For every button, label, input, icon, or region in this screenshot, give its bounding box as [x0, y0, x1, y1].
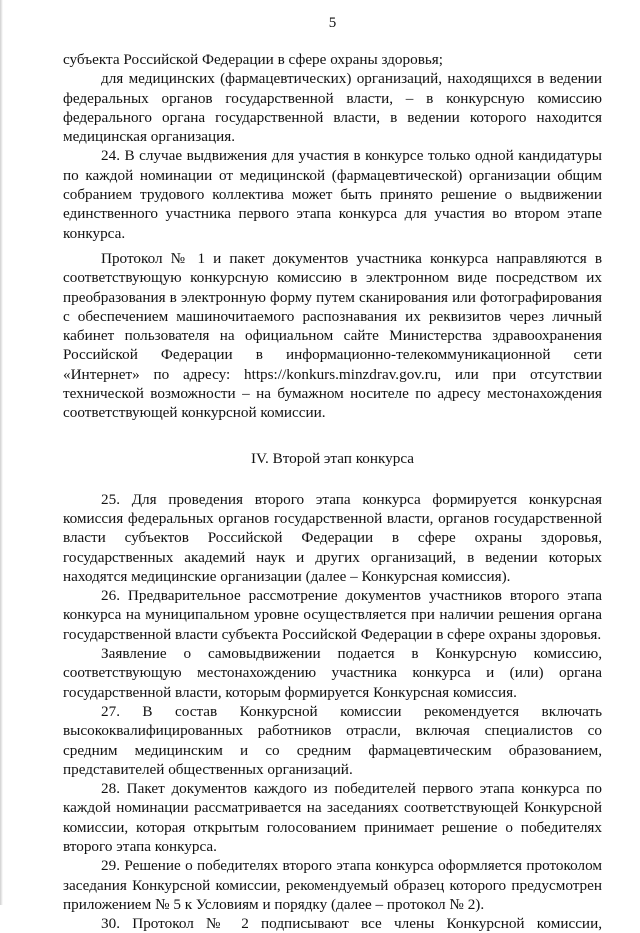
section-title: IV. Второй этап конкурса [250, 449, 415, 467]
paragraph-30: 30. Протокол № 2 подписывают все члены Конкурсной комиссии, [101, 915, 602, 933]
page-number: 5 [328, 15, 337, 31]
paragraph-protocol-1: Протокол № 1 и пакет документов участника конкурса направляются в соответствующую конкурсную комиссию в электронном виде посредством их преобразования в электронную форму путем сканирования или фотографирования с обеспечением машиночитаемого распознавания их реквизитов через личный кабинет пользователя на официальном сайте Министерства здравоохранения Российской Федерации в информационно-телекоммуникационной сети «Интернет» по адресу: https://konkurs.minzdrav.gov.ru, или при отсутствии технической возможности – на бумажном носителе по адресу местонахождения соответствующей конкурсной комиссии. [63, 249, 602, 422]
paragraph-26: 26. Предварительное рассмотрение документов участников второго этапа конкурса на муниципальном уровне осуществляется при наличии решения органа государственной власти субъекта Российской Федерации в сфере охраны здоровья. [63, 587, 602, 643]
paragraph-29: 29. Решение о победителях второго этапа конкурса оформляется протоколом заседания Конкурсной комиссии, рекомендуемый образец которого предусмотрен приложением № 5 к Условиям и порядку (далее – протокол № 2). [63, 857, 602, 913]
paragraph-28: 28. Пакет документов каждого из победителей первого этапа конкурса по каждой номинации рассматривается на заседаниях соответствующей Конкурсной комиссии, которая открытым голосованием принимает решение о победителях второго этапа конкурса. [63, 780, 602, 855]
paragraph-federal-organizations: для медицинских (фармацевтических) организаций, находящихся в ведении федеральных органов государственной власти, – в конкурсную комиссию федерального органа государственной власти, в ведении которого находится медицинская организация. [63, 70, 602, 146]
paragraph-24: 24. В случае выдвижения для участия в конкурсе только одной кандидатуры по каждой номинации от медицинской (фармацевтической) организации общим собранием трудового коллектива может быть принято решение о выдвижении единственного участника первого этапа конкурса для участия во втором этапе конкурса. [63, 147, 602, 242]
page-edge-shadow [0, 0, 3, 905]
paragraph-self-nomination: Заявление о самовыдвижении подается в Конкурсную комиссию, соответствующую местонахождению участника конкурса и (или) органа государственной власти, которым формируется Конкурсная комиссия. [63, 645, 602, 701]
paragraph-27: 27. В состав Конкурсной комиссии рекомендуется включать высококвалифицированных работников отрасли, включая специалистов со средним медицинским и со средним фармацевтическим образованием, представителей общественных организаций. [63, 702, 602, 778]
paragraph-subject-line: субъекта Российской Федерации в сфере охраны здоровья; [63, 51, 443, 68]
paragraph-25: 25. Для проведения второго этапа конкурса формируется конкурсная комиссия федеральных органов государственной власти, органов государственной власти субъектов Российской Федерации в сфере охраны здоровья, государственных академий наук и других организаций, в ведении которых находятся медицинские организации (далее – Конкурсная комиссия). [63, 490, 602, 585]
